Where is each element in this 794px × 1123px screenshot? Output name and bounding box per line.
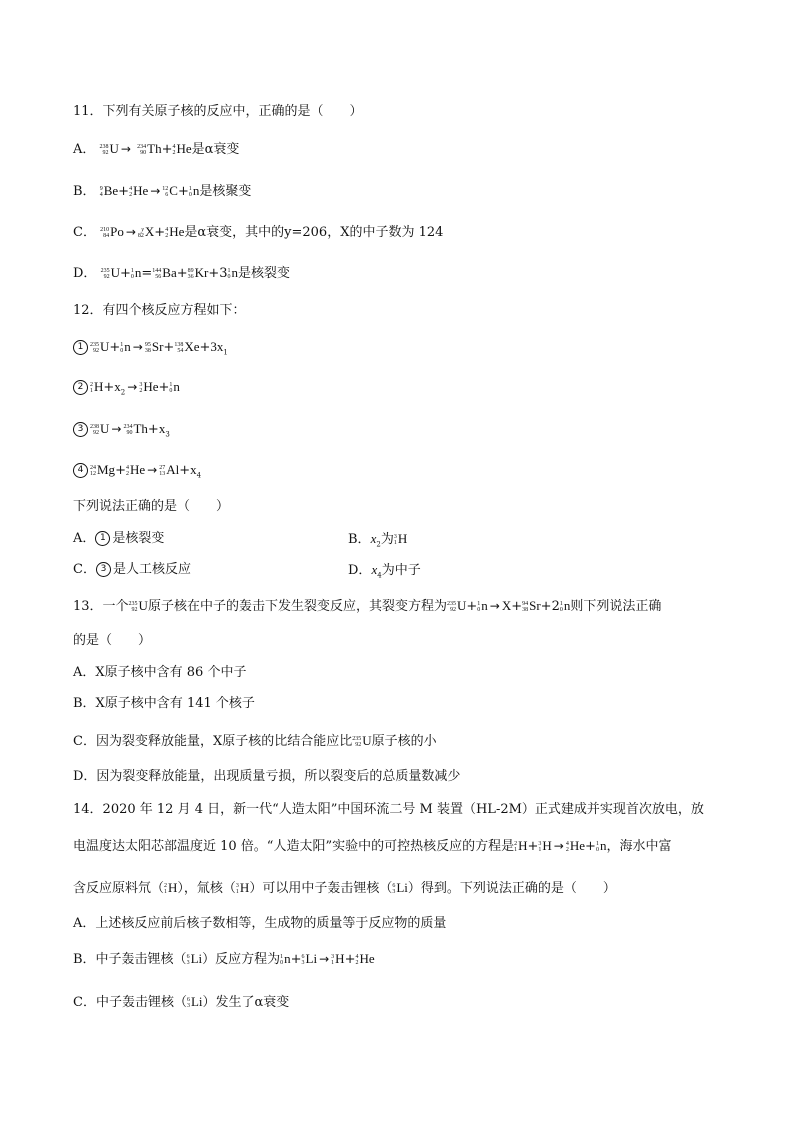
q13-option-a[interactable]: A．X原子核中含有 86 个中子 [73,665,247,680]
circled-number-icon: 1 [95,531,110,546]
q12-equation-3: 3 238 92 U → 234 90 $Th+x_3$ [73,420,170,444]
q11-option-c[interactable]: C． 210 84 Po → y 82 X+ 4 2 He是α衰变，其中的y=206，X的中子数为 124 [73,224,444,240]
circled-number-icon: 1 [73,340,88,355]
q12-option-a[interactable]: A． 1 是核裂变 [73,531,165,546]
q11-option-b[interactable]: B． 9 4 Be+ 4 2 He → 12 6 C+ 1 0 n是核聚变 [73,183,252,199]
arrow-icon: → [127,380,138,394]
q14-option-c[interactable]: C．中子轰击锂核（ 6 3 Li）发生了α衰变 [73,994,290,1010]
q14-option-a[interactable]: A．上述核反应前后核子数相等，生成物的质量等于反应物的质量 [73,916,447,931]
q12-option-b[interactable]: B．$x_2$为 3 1 H [348,531,408,549]
circled-number-icon: 4 [73,463,88,478]
arrow-icon: → [120,142,131,156]
q14-stem-line3: 含反应原料氘（ 2 1 H），氚核（ 3 1 H）可以用中子轰击锂核（ 6 3 Li）得到。下列说法正确的是（ ） [73,880,616,896]
arrow-icon: → [553,839,564,853]
arrow-icon: → [111,422,122,436]
q13-option-c[interactable]: C．因为裂变释放能量，X原子核的比结合能应比 235 92 U原子核的小 [73,733,437,749]
q14-stem-line1: 14．2020 年 12 月 4 日，新一代“人造太阳”中国环流二号 M 装置（HL-2M）正式建成并实现首次放电，放 [73,802,704,817]
q12-equation-4: 4 24 12 Mg+ 4 2 He → 27 13 $Al+x_4$ [73,461,201,485]
arrow-icon: → [125,225,136,239]
q12-option-c[interactable]: C． 3 是人工核反应 [73,562,191,577]
q13-option-d[interactable]: D．因为裂变释放能量，出现质量亏损，所以裂变后的总质量数减少 [73,769,461,784]
q12-equation-2: 2 2 1 $H+x_2$ → 3 2 He+ 1 0 n [73,378,180,402]
arrow-icon: → [319,952,330,966]
q13-option-b[interactable]: B．X原子核中含有 141 个核子 [73,696,255,711]
q11-stem: 11．下列有关原子核的反应中，正确的是（ ） [73,104,363,119]
q12-option-d[interactable]: D．$x_4$为中子 [348,562,421,580]
q12-stem: 12．有四个核反应方程如下： [73,303,246,318]
q13-stem-line2: 的是（ ） [73,633,152,648]
circled-number-icon: 2 [73,380,88,395]
arrow-icon: → [147,463,158,477]
q14-stem-line2: 电温度达太阳芯部温度近 10 倍。“人造太阳”实验中的可控热核反应的方程是 2 1 H+ 3 1 H → 4 2 He+ 1 0 n，海水中富 [73,838,672,854]
q11-option-a[interactable]: A． 238 92 U → 234 90 Th+ 4 2 He是α衰变 [73,141,240,157]
q12-question: 下列说法正确的是（ ） [73,499,230,514]
q14-option-b[interactable]: B．中子轰击锂核（ 6 3 Li）反应方程为 1 0 n+ 6 3 Li → 3 1 H+ 4 2 He [73,951,375,967]
q13-stem: 13．一个 235 92 U原子核在中子的轰击下发生裂变反应，其裂变方程为 235 92 U+ 1 0 n → X+ 94 38 Sr+2 1 0 n则下列说法正确 [73,598,662,614]
arrow-icon: → [150,184,161,198]
q11-option-d[interactable]: D． 235 92 U+ 1 0 n= 144 56 Ba+ 89 36 Kr+3 1 0 n是核裂变 [73,265,291,281]
arrow-icon: → [132,340,143,354]
circled-number-icon: 3 [96,562,111,577]
circled-number-icon: 3 [73,422,88,437]
q12-equation-1: 1 235 92 U+ 1 0 n → 95 38 Sr+ 138 54 $Xe+3x_1$ [73,338,228,362]
arrow-icon: → [489,599,500,613]
